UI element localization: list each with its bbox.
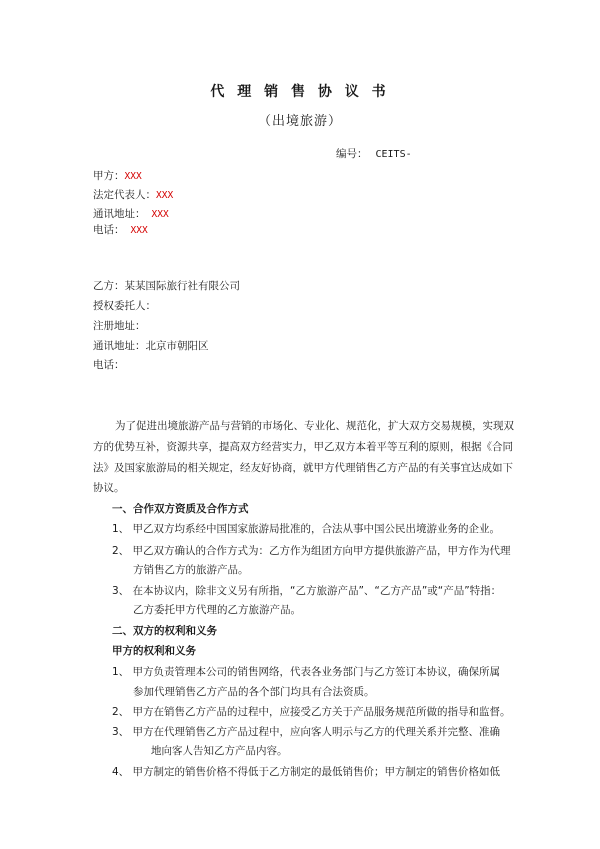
section-2-item-2-line-1: 2、 甲方在销售乙方产品的过程中，应接受乙方关于产品服务规范所做的指导和监督。 (112, 706, 511, 718)
party-b-agent: 授权委托人： (93, 300, 156, 312)
section-2-heading: 二、双方的权利和义务 (112, 625, 217, 637)
section-1-item-3-line-2: 乙方委托甲方代理的乙方旅游产品。 (133, 604, 301, 616)
party-a-address-value: XXX (151, 209, 169, 220)
document-subtitle: （出境旅游） (257, 114, 342, 129)
party-b-address: 通讯地址：北京市朝阳区 (93, 340, 209, 352)
section-1-item-2-line-2: 方销售乙方的旅游产品。 (133, 564, 249, 576)
party-b-reg-address: 注册地址： (93, 320, 146, 332)
party-a-name (93, 168, 142, 183)
section-1-item-2-line-1: 2、 甲乙双方确认的合作方式为：乙方作为组团方向甲方提供旅游产品，甲方作为代理 (112, 545, 511, 557)
party-a-address-label: 通讯地址： (93, 208, 146, 220)
preamble-line-1: 为了促进出境旅游产品与营销的市场化、专业化、规范化，扩大双方交易规模，实现双 (115, 420, 514, 432)
section-1-heading: 一、合作双方资质及合作方式 (112, 503, 249, 515)
document-number (336, 146, 412, 161)
party-b-phone: 电话： (93, 359, 125, 371)
section-1-item-1-line-1: 1、 甲乙双方均系经中国国家旅游局批准的，合法从事中国公民出境游业务的企业。 (112, 523, 501, 535)
preamble-line-3: 法》及国家旅游局的相关规定，经友好协商，就甲方代理销售乙方产品的有关事宜达成如下 (93, 462, 513, 474)
party-a-representative-value: XXX (156, 190, 174, 201)
party-a-phone-label: 电话： (93, 224, 125, 236)
section-2-item-3-line-1: 3、 甲方在代理销售乙方产品过程中，应向客人明示与乙方的代理关系并完整、准确 (112, 726, 501, 738)
party-a-label: 甲方： (93, 170, 125, 182)
preamble-line-4: 协议。 (93, 482, 125, 494)
document-number-label: 编号： (336, 148, 368, 160)
party-a-representative-label: 法定代表人： (93, 189, 156, 201)
section-2-subheading: 甲方的权利和义务 (112, 645, 196, 657)
section-1-item-3-line-1: 3、 在本协议内，除非文义另有所指，“乙方旅游产品”、“乙方产品”或“产品”特指： (112, 585, 502, 597)
section-2-item-4-line-1: 4、 甲方制定的销售价格不得低于乙方制定的最低销售价；甲方制定的销售价格如低 (112, 766, 501, 778)
party-a-phone (93, 222, 148, 237)
party-a-representative (93, 187, 173, 202)
document-title: 代 理 销 售 协 议 书 (210, 84, 390, 100)
document-number-value: CEITS- (375, 149, 412, 160)
preamble-line-2: 方的优势互补，资源共享，提高双方经营实力，甲乙双方本着平等互利的原则，根据《合同 (93, 441, 513, 453)
section-2-item-1-line-1: 1、 甲方负责管理本公司的销售网络，代表各业务部门与乙方签订本协议，确保所属 (112, 666, 501, 678)
party-a-phone-value: XXX (130, 225, 148, 236)
party-a-value: XXX (124, 171, 142, 182)
section-2-item-3-line-2: 地向客人告知乙方产品内容。 (151, 745, 288, 757)
section-2-item-1-line-2: 参加代理销售乙方产品的各个部门均具有合法资质。 (133, 686, 375, 698)
party-b-name: 乙方：某某国际旅行社有限公司 (93, 280, 240, 292)
party-a-address (93, 206, 169, 221)
